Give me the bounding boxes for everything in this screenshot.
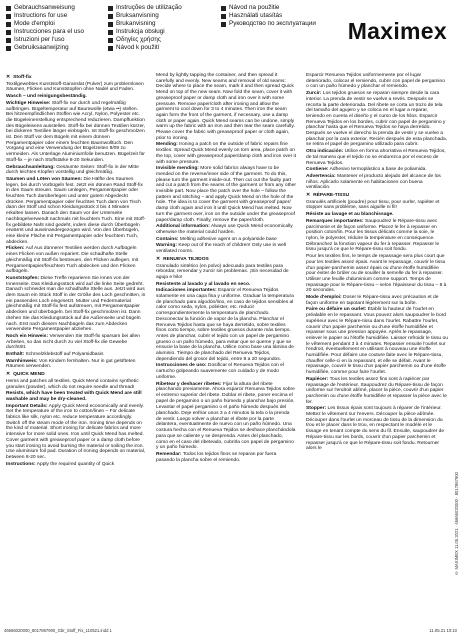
paragraph — [6, 276, 146, 333]
brand-logo: Maximex — [347, 18, 447, 44]
language-label: Mode d'emploi — [14, 20, 55, 28]
paragraph — [156, 288, 296, 362]
language-column — [6, 4, 84, 52]
language-label: Instructions for use — [14, 12, 68, 20]
flag-icon — [6, 38, 11, 43]
language-item — [108, 44, 182, 52]
paragraph-heading: Otra indicación: — [306, 149, 344, 155]
language-item — [221, 12, 316, 20]
paragraph-text: Mend by lightly tapping the container, and then spread it carefully and evenly. New seams and removal of old seams: Decide where to place the seam, mark it and then spread Quick Mend on top of the new seam. Now fold the seam, cover it with greaseproof paper or damp cloth and iron over it with some pressure. Remove paper/cloth after ironing and allow the garment to cool down for 3 to 4 minutes. Then iron the seam again form the front of the garment, if necessary, use a damp cloth or paper again. Quick Mend seams can be undone, simply warm up the fabric with an iron and then tear the seam carefully. Please cover the fabric with greaseproof paper or cloth again, prior to ironing. — [156, 73, 295, 141]
flag-icon — [221, 6, 226, 11]
paragraph — [306, 167, 448, 173]
language-item — [6, 36, 84, 44]
section-title-text: QUICK MEND — [13, 372, 45, 378]
paragraph-heading: Indicaciones importantes: — [156, 288, 217, 294]
paragraph-heading: Additional information: — [156, 224, 210, 230]
print-footer — [4, 628, 457, 636]
language-item — [108, 20, 182, 28]
paragraph — [6, 391, 146, 402]
paragraph-text: Todos los tejidos finos se reparan por fuera pasando la plancha sobre el remiendo. — [156, 452, 277, 463]
paragraph-text: Granulado sintético (en polvo) adecuado para textiles para rebordar, remendar y zurcir sin problemas. ¡Sin necesidad de aguja e hilo! — [156, 263, 289, 280]
paragraph — [306, 295, 448, 306]
flag-icon — [108, 30, 113, 35]
paragraph-text: Keep out of the reach of children! Only use in well ventilated rooms. — [156, 243, 287, 255]
section-marker-icon: ✕ — [6, 372, 11, 378]
paragraph-text: Diese Treffe reparieren Sie innen von der Innenseite. Das Kleidungsstück wird auf die linke Seite gedreht. Danach schneidet man die schadhafte Stelle aus. Jetzt wird aus dem Saum ein Stück Stoff in der Größe des Loch geschnitten, in ein passendes Loch eingesetzt. Mutter und Federmaterial gleichmäßig mit Stoff-fix fest aufstreuen, mit Pergamentpapier abdecken und überbügeln. bei Stoff-fix geschmolzen ist. Dann drehen Sie das Kleidungsstück auf die Außenseite und bügeln nach. Erst nach diesem Nachbügeln das zum Abdecken verwendete Pergamentpapier abziehen. — [6, 275, 146, 333]
paragraph-text: Los tejidos gruesos se reparan siempre desde la cara interior. La prenda de vestir se vuelve a revés. Después se recorta la parte deteriorada. Del ribete se corta un trozo de tela del tamaño del agujero y se coloca en el lugar a reparar, teniendo en cuenta el diseño y el curso de los hilos. Esparcir Renueva Tejidos en los bordes, cubrir con papel de pergamino y planchar hasta que el Renueva Tejidos se haya derretido. Después se vuelve el derecho la prenda de vestir y se vuelve a planchar por la cara exterior. Recién después de esta planchada, se retira el papel de pergamino utilizado para cubrir. — [306, 91, 448, 148]
paragraph-text: Fijar la altura del ribete planchando previamente. Ahora esparcir Renueva Tejidos sobre el extremo superior del ribete. Doblar el ribete, poner encima el papel de pergamino o un paño húmedo y planchar bajo presión. — [156, 381, 295, 404]
language-label: Οδηγίες χρήσης — [116, 36, 161, 44]
paragraph-heading: Resists, which have been treated with Quick Mend are still washable and may be dry-cleaned. — [6, 391, 142, 402]
paragraph — [6, 462, 146, 468]
paragraph-heading: Contiene: — [306, 167, 329, 173]
paragraph-text: Levantar el papel pergamino o el paño húmedo después del planchado. Deje enfriar unos 3 a 4 minutos la tela o la prenda de vestir. Luego volver a planchar el ribete por la parte delantera, eventualmente de nuevo con un paño húmedo. Una costura hecha con el Renueva Tejidos se deshace planchándola para que se caliente y se desprenda. Antes del planchado, como en el caso del ribeteado, cubrirla con papel de pergamino y un paño húmedo. — [156, 405, 296, 451]
text-column-1 — [6, 73, 146, 468]
language-column — [108, 4, 182, 52]
flag-icon — [108, 14, 113, 19]
flag-icon — [6, 22, 11, 27]
paragraph-text: Always use Quick Mend economically otherwise the material could harden. — [156, 224, 293, 235]
paragraph — [156, 73, 296, 141]
paragraph — [6, 165, 146, 176]
section-title — [6, 372, 146, 378]
flag-icon — [221, 22, 226, 27]
paragraph-text: Établir la hauteur de l'ourlet en préalable en le repassant. Vous pouvez alors saupoudrer le bord supérieur avec le Répare-tissu dans l'ourlet. Rabattre l'ourlet, couvrir d'un papier parchemin ou d'une étoffe humidifiée et repasser sous une pression appuyée. Après le repassage, enlever le papier ou l'étoffe humidifiée. Laisser refroidir le tissu ou le vêtement pendant 3 à 4 minutes. Repasser ensuite l'ourlet sur l'endroit, éventuellement en utilisant à nouveau une étoffe humidifiée. Pour défaire une couture faite avec le Répare-tissu, chauffer celle-ci en la repassant, et elle se défait. Avant le repassage, couvrir le tissu d'un papier parchemin ou d'une étoffe humidifiée, comme pour faire l'ourlet. — [306, 307, 448, 376]
text-column-3 — [306, 73, 448, 453]
paragraph — [6, 246, 146, 275]
paragraph-heading: Remarques importantes: — [306, 218, 364, 224]
language-label: Instrucciones para el uso — [14, 28, 85, 36]
paragraph-heading: Instructions: — [6, 461, 36, 467]
paragraph-heading: Instrucciones de uso: — [156, 363, 207, 369]
paragraph-text: Doser le Répare-tissu avec précaution et de façon uniforme en tapotant légèrement sur la boîte. — [306, 295, 439, 306]
paragraph-text: Pour les textiles fins, le temps de repassage sera plus court que pour les textiles assez épais. Avant le repassage, couvrir le tissu d'un papier-parchemin assez épais ou d'une étoffe humidifiée pour éviter de brûler ou de souiller la semelle du fer à repasser. Utiliser une feuille d'aluminium comme support. Temps de repassage pour le Répare-tissu – selon l'épaisseur du tissu – 8 à 20 secondes. — [306, 254, 447, 294]
section-marker-icon: ✕ — [156, 256, 161, 262]
paragraph-text: Apply Quick Mend economically and evenly. Set the temperature of the iron to cotton/linen – For delicate fabrics like silk, nylon etc. reduce temperature accordingly. Switch off the steam mode of the iron. Ironing time depends on the kind of material. Short ironing for delicate fabrics and more intensive for more solid ones. Iron until Quick Mend has melted. Cover garment with greaseproof paper or a damp cloth before you start ironing to avoid burning the material or soiling the iron. Use aluminium foil pad. Duration of ironing depends on material, between 8-20 sec. — [6, 403, 146, 460]
paragraph — [306, 73, 448, 90]
paragraph-heading: Noch ein Hinweis: — [6, 333, 49, 339]
text-column-2 — [156, 73, 296, 464]
paragraph — [306, 307, 448, 375]
paragraph-heading: Important Details: — [6, 403, 48, 409]
paragraph — [156, 264, 296, 281]
paragraph-heading: Kunststopfen: — [6, 275, 40, 281]
paragraph-heading: Gebrauchsanleitung: — [6, 164, 55, 170]
paragraph-heading: Resistente al lavado y al lavado en seco. — [156, 281, 251, 287]
paragraph-text: Textilgewebtes Kunststoff-Garanslat (Pulver) zum problemlosen Säumen, Flicken und Kunststopfen ohne Nadel und Faden. — [6, 81, 144, 93]
paragraph-heading: Ribetear y deshacer ribetes: — [156, 381, 222, 387]
paragraph-heading: Säumen und Löten von Säumen: — [6, 176, 83, 182]
paragraph-text: Utilice en forma ahorrativa el Renueva Tejidos, de tal manera que el tejido no se endurezca por el exceso de Renueva Tejidos. — [306, 149, 446, 166]
language-label: Bruksanvisning — [116, 12, 159, 20]
paragraph-text: Die Hälfte des Saumes legen, bei durch Vorbügeln fest. Jetzt ein dünnen Rand Stoff-fix in den Saum streuen. Saum umlegen, Pergamentpapier oder feuchtes Tuch darüberlegen und unter gutem Abgedeckt drücken. Pergamentpapier oder feuchtes Tuch dann von Tisch dann der Stoff und schon Kleidungsstück 3 bis 4 Minuten erkalten lassen. Danach den Saum vor der Unterseite nachbügelverwendt nachmals mit feuchtem Tuch. Eine mit Stoff-fix gebildete Naht sind gedeht, indem diese durch Überbügeln erwärmt und auseinandergezogen wird. Von den Überbügeln, eine kleine Fläche mit Pergamentpapier oder feuchtem Tuch, abdecken. — [6, 176, 146, 245]
footer-file-name: 46666020000_8017867900_Gbr_Stoff_Fix_110521.indd 1 — [4, 628, 112, 633]
paragraph — [306, 200, 448, 211]
language-item — [6, 4, 84, 12]
language-item — [108, 28, 182, 36]
paragraph — [6, 101, 146, 164]
language-item — [221, 20, 316, 28]
language-item — [221, 4, 316, 12]
paragraph-heading: Enthält: — [6, 352, 25, 358]
language-item — [6, 28, 84, 36]
paragraph — [156, 166, 296, 223]
paragraph — [156, 363, 296, 380]
language-item — [6, 44, 84, 52]
section-title-text: Stoff-fix — [13, 75, 32, 80]
paragraph — [6, 94, 146, 100]
section-title — [6, 75, 146, 81]
flag-icon — [6, 46, 11, 51]
paragraph — [156, 237, 296, 243]
paragraph-heading: Advertencia: — [306, 173, 336, 179]
paragraph-text: Von Kindern fernhalten. Nur in gut gelüfteten Räumen verwenden. — [6, 358, 136, 370]
paragraph-text: Mantener el producto alejado del alcance de los niños. Aplicarlo solamente en habitaciones con buena ventilación. — [306, 173, 441, 191]
paragraph — [6, 404, 146, 461]
flag-icon — [108, 38, 113, 43]
paragraph — [156, 243, 296, 254]
paragraph — [6, 177, 146, 245]
language-label: Brukanvisning — [116, 20, 156, 28]
language-item — [108, 12, 182, 20]
paragraph-heading: Résiste au lavage et au blanchissage. — [306, 212, 394, 218]
paragraph-heading: Stopper: — [306, 406, 327, 412]
flag-icon — [108, 22, 113, 27]
paragraph-text: Saupoudrez le Répare-tissu avec parcimonie et de façon uniforme. Placez le fer à repasser en position coton/lin. Pour les tissus délicats comme la soie, le nylon, le polyester, réduire la température en conséquence. Débranchez la fonction vapeur du fer à repasser. Repasser le tissu jusqu'à ce que le Répare-tissu soit fondu. — [306, 218, 440, 253]
flag-icon — [108, 46, 113, 51]
paragraph-text: Gesäumte Seiten: Stoff-fix in der Mitte durch leichtes Klopfen vorstellig und gleichmäßig. — [6, 164, 139, 176]
language-label: Instruções de utilização — [116, 4, 182, 11]
paragraph — [306, 377, 448, 406]
paragraph-heading: Zurcir: — [306, 91, 322, 97]
footer-date-time: 11.05.21 10:10 — [429, 628, 457, 633]
paragraph-text: Stoff-fix nur durch und regelmäßig aufbringen. Bügeltemperatur auf Baumwolle (etwa ••) stellen. Bei hitzeempfindlichen Stoffen wie Acryl, Nylon, Polyester etc. die Bügeleinenstellung entsprechend reduzieren. Dampffunktion des Bügeleisens ausstellen. Stoff-fix bei dünnen Textilien kürzer, bei dickeren Textilien länger einbügeln. Ist Stoff-fix geschmolzen ist. Den Stoff vor dem Bügeln mit einem dünnen Pergamentpapier oder einem feuchten Baumwolltuch. Den Vorgang und eine Verwendung der Bügelzeiten 8/09 zu vermeiden. Als Unterlage Aluminiumfolie benutzen. Bügelzeit für Stoff-fix – je nach Stoffstärke 8-20 Sekunden. — [6, 100, 146, 163]
paragraph-heading: Invisible mending: — [156, 166, 199, 172]
paragraph-heading: Remendar: — [156, 452, 182, 457]
paragraph — [6, 334, 146, 351]
paragraph-text: Ironing a patch on the outside of fabric repairs fine textiles. Spread Quick Mend evenly on torn area, place patch on the top, cover with greaseproof paper/damp cloth and iron over it with some pressure. — [156, 142, 297, 165]
language-column — [221, 4, 316, 28]
paragraph-heading: Mode d'emploi: — [306, 295, 342, 301]
paragraph-heading: Wasch – und reinigungsbeständig. — [6, 94, 87, 100]
paragraph-heading: Warning: — [156, 243, 178, 249]
section-title — [156, 257, 296, 263]
paragraph-text: Schmelzklebstoff auf Polyamidbasis — [24, 352, 104, 358]
language-label: Gebrauchsanweisung — [14, 4, 75, 11]
paragraph-text: Tous les textiles assez fins sont à rapiécer par repassage de l'extérieur. Saupoudrez du Répare-tissu de façon uniforme sur l'endroit abîmé, placer la pièce, couvrir d'un papier parchemin ou d'une étoffe humidifiée et repasser la pièce avec le fer. — [306, 376, 447, 405]
language-item — [108, 36, 182, 44]
language-label: Руководство по эксплуатации — [229, 20, 316, 28]
paragraph — [6, 352, 146, 358]
section-title-text: RENUEVA TEJIDOS — [163, 256, 209, 262]
paragraph-text: Verwenden Sie Stoff-fix sparsam bei allen Arbeiten, so das nicht durch zu viel Stoff-fix die Gewebe durchtritt. — [6, 333, 140, 351]
paragraph — [306, 174, 448, 191]
language-label: Návod k použití — [116, 44, 160, 52]
flag-icon — [221, 14, 226, 19]
paragraph — [156, 382, 296, 405]
section-title — [306, 193, 448, 199]
section-marker-icon: ✕ — [306, 193, 311, 199]
paragraph — [156, 405, 296, 451]
language-item — [108, 4, 182, 12]
paragraph — [156, 224, 296, 235]
paragraph — [306, 149, 448, 166]
paragraph-text: More solid fabrics always have to be mended on the reverse/inner side of the garment. To do this, please turn the garment inside-out. Then cut out the faulty part and cut a patch from the seams of the garment or from any other invisible part. Now place the patch over the hole – follow the pattern and stitching – and apply Quick Mend on the hole of the hole. The idea is to cover the garment with greaseproof paper/ damp cloth again and iron it until Quick Mend has melted. Now turn the garment over, iron on the outside under the greaseproof paper/damp cloth. Finally, remove the paper/cloth. — [156, 166, 296, 223]
paragraph — [156, 142, 296, 165]
language-item — [6, 20, 84, 28]
paragraph-heading: Rapiécer: — [306, 376, 329, 382]
paragraph-text: Esparcir el Renueva Tejidos solamente en una capa fina y uniforme. Graduar la temperatura de planchado para algodón/lino, en caso de tejidos sensibles al calor como seda, nylon, poliéster, etc. reducir correspondientemente la temperatura de planchado. Desconectar la función de vapor de la plancha. Planchar el Renueva Tejidos hasta que se haya derretido, sobre textiles finos corto tiempo, sobre textiles gruesos durante más tiempo. Antes de planchar, cubrir el tejido con un papel de pergamino grueso o un paño húmedo, para evitar que se queme y que se ensucie la base de la plancha. Utilice como base una lámina de aluminio. Tiempo de planchado del Renueva Tejidos, dependiendo del grosor del tejido, entre 8 a 20 segundos. — [156, 288, 294, 362]
paragraph — [156, 452, 296, 463]
paragraph-heading: Warnhinweis: — [6, 358, 38, 364]
paragraph — [306, 219, 448, 253]
paragraph-text: Esparcir Renueva Tejidos uniformemente por el lugar deteriorado, colocar el remiendo, cubrir con papel de pergamino o con un paño húmedo y planchar el remiendo. — [306, 73, 445, 90]
flag-icon — [6, 6, 11, 11]
paragraph — [306, 254, 448, 294]
section-marker-icon: ✕ — [6, 75, 11, 80]
paragraph — [306, 406, 448, 452]
language-label: Instrukcja obsługi — [116, 28, 165, 36]
side-print-code: © MAXIMEX 11.05.2021 · 46666020000 · 8017867900 — [454, 472, 459, 576]
section-title-text: RÉPARE-TISSU — [313, 193, 350, 199]
language-label: Használati utasítás — [229, 12, 283, 20]
language-label: Návod na použitie — [229, 4, 280, 11]
paragraph-text: Les tissus épais sont toujours à réparer de l'intérieur. Mettez le vêtement sur l'envers. Découper la pièce abîmée. Découper dans l'ourlet un morceau de tissu de la dimension du trou et le placer dans le trou, en respectant le modèle et le tissage en tenant compte du sens du fil. Ensuite, saupoudrer de Répare-tissu sur les bords, couvrir d'un papier parchemin et repasser jusqu'à ce que le Répare-tissu soit fondu. Retourner alors le — [306, 406, 445, 452]
paragraph-heading: Flicken: — [6, 246, 25, 252]
paragraph-text: Apply the required quantity of Quick — [35, 461, 115, 467]
language-label: Gebruiksaanwijzing — [14, 44, 69, 52]
paragraph — [156, 282, 296, 288]
paragraph-text: Hems and patches all textiles. Quick Mend contains synthetic granules (powder), which do not require needle and thread! — [6, 378, 139, 390]
paragraph — [306, 212, 448, 218]
paragraph-heading: Wichtige Hinweise: — [6, 100, 51, 106]
flag-icon — [6, 14, 11, 19]
text-columns — [0, 73, 461, 633]
paragraph-text: Dosificar el Renueva Tejidos con el cartucho golpeando suavemente con cuidado y de modo uniforme. — [156, 363, 284, 380]
flag-icon — [6, 30, 11, 35]
paragraph-heading: Mending: — [156, 142, 178, 148]
paragraph-text: Melting adhesive agent on a polyamide base — [178, 236, 277, 242]
paragraph-text: Adhesivo termoplástico a base de poliamida. — [328, 167, 427, 173]
paragraph — [6, 82, 146, 93]
paragraph — [306, 91, 448, 148]
paragraph — [6, 359, 146, 370]
language-item — [6, 12, 84, 20]
paragraph-heading: Contains: — [156, 236, 179, 242]
flag-icon — [108, 6, 113, 11]
paragraph-heading: Faire ou défaire un ourlet: — [306, 307, 367, 313]
paragraph-text: Auf Aus dünnerer Textilien werden durch Aufbügeln eines Flicken von außen repariert. Die schadhafte Stelle gleichmäßig mit Stoff-fix bestreuen, den Flicken auflegen, mit Pergamentpapier/feuchtem Tuch abdecken und den Flicken aufbügeln. — [6, 246, 139, 275]
language-label: Istruzioni per l'uso — [14, 36, 65, 44]
paragraph — [6, 379, 146, 390]
paragraph-text: Granulés artificiels (poudre) pour tissu, pour ourler, rapiéter et stopper sans problème, sans aiguille ni fil! — [306, 199, 440, 211]
